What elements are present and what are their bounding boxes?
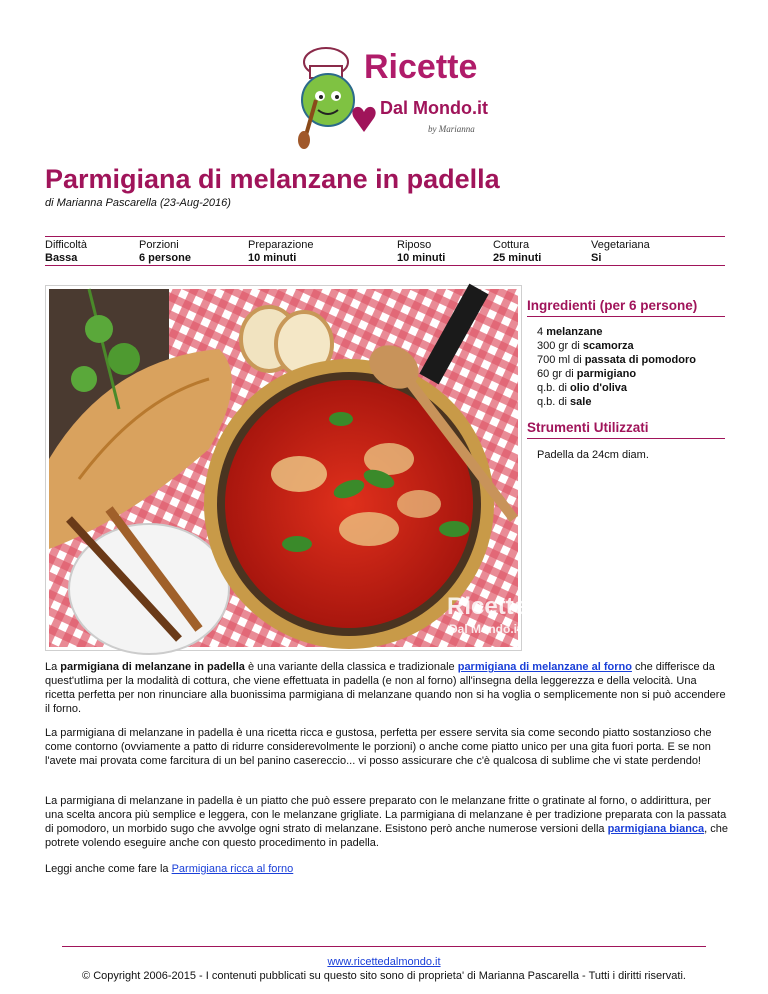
meta-vegetarian: [591, 239, 650, 265]
recipe-photo: [45, 285, 528, 651]
meta-label: Cottura: [493, 239, 530, 251]
intro-paragraph: La parmigiana di melanzane in padella è una variante della classica e tradizionale parmigiana di melanzane al forno che differisce da quest'utlima per la modalità di cottura, che viene effettuata in padella (e non al forno) all'insegna della leggerezza e della velocità. Una ricetta perfetta per non rinunciare alla buonissima parmigiana di melanzane quando non si ha voglia o semplicemente non si può accendere il forno.: [45, 661, 726, 715]
recipe-byline: di Marianna Pascarella (23-Aug-2016): [45, 197, 231, 209]
ingredient-item: 700 ml di passata di pomodoro: [537, 354, 696, 366]
ingredient-item: 4 melanzane: [537, 326, 603, 338]
logo-signature: by Marianna: [428, 124, 475, 134]
site-logo[interactable]: [288, 40, 488, 160]
photo-watermark: Ricette: [447, 593, 528, 620]
link-parmigiana-al-forno[interactable]: parmigiana di melanzane al forno: [457, 661, 632, 673]
meta-difficulty: [45, 239, 87, 265]
description-paragraph: La parmigiana di melanzane in padella è una ricetta ricca e gustosa, perfetta per essere servita sia come secondo piatto sostanzioso che come contorno (ovviamente a patto di ridurre considerevolmente le porzioni) o anche come piatto unico per una gita fuori porta. E se non l'avete mai provata come farcitura di un bel panino casereccio... vi posso assicurare che c'è qualcosa di sublime che vi state perdendo!: [45, 727, 712, 767]
meta-prep-time: [248, 239, 313, 265]
link-parmigiana-ricca[interactable]: Parmigiana ricca al forno: [171, 863, 294, 875]
meta-value: Bassa: [45, 252, 78, 264]
logo-brand-text: Ricette: [364, 48, 478, 86]
meta-label: Porzioni: [139, 239, 179, 251]
tools-section: [527, 420, 725, 461]
meta-value: Si: [591, 252, 602, 264]
ingredient-item: 60 gr di parmigiano: [537, 368, 637, 380]
read-also-paragraph: Leggi anche come fare la Parmigiana ricca al forno: [45, 863, 294, 875]
ingredients-list: [537, 325, 725, 409]
meta-label: Vegetariana: [591, 239, 650, 251]
footer-divider: [62, 946, 706, 947]
ingredient-item: 300 gr di scamorza: [537, 340, 634, 352]
meta-label: Preparazione: [248, 239, 314, 251]
meta-cook-time: [493, 239, 541, 265]
meta-value: 10 minuti: [248, 252, 297, 264]
ingredients-section: [527, 298, 725, 409]
meta-value: 6 persone: [139, 252, 191, 264]
meta-servings: [139, 239, 191, 265]
ingredients-heading: Ingredienti (per 6 persone): [527, 298, 725, 317]
meta-label: Riposo: [397, 239, 432, 251]
meta-label: Difficoltà: [45, 239, 87, 251]
meta-rest-time: [397, 239, 445, 265]
ingredient-item: q.b. di sale: [537, 396, 592, 408]
logo-brand-subtext: Dal Mondo.it: [380, 98, 488, 118]
variants-paragraph: La parmigiana di melanzane in padella è un piatto che può essere preparato con le melanzane fritte o gratinate al forno, o addirittura, per una scelta ancora più semplice e leggera, con le melanzane grigliate. La parmigiana di melanzane è per tradizione preparata con la passata di pomodoro, un morbido sugo che avvolge ogni strato di melanzane. Esistono però anche numerose versioni della parmigiana bianca, che potrete volendo eseguire anche con questo procedimento in padella.: [45, 795, 729, 849]
tools-heading: Strumenti Utilizzati: [527, 420, 725, 439]
recipe-name-emphasis: parmigiana di melanzane in padella: [60, 661, 245, 673]
tool-item: Padella da 24cm diam.: [537, 449, 649, 461]
meta-value: 10 minuti: [397, 252, 446, 264]
link-parmigiana-bianca[interactable]: parmigiana bianca: [607, 823, 705, 835]
footer-copyright: © Copyright 2006-2015 - I contenuti pubblicati su questo sito sono di proprieta' di Marianna Pascarella - Tutti i diritti riservati.: [82, 970, 686, 982]
photo-watermark-sub: Dal Mondo.it: [449, 622, 521, 636]
footer-site: [0, 956, 768, 968]
ingredient-item: q.b. di olio d'oliva: [537, 382, 628, 394]
meta-value: 25 minuti: [493, 252, 542, 264]
recipe-title: Parmigiana di melanzane in padella: [45, 164, 500, 194]
footer-site-link[interactable]: www.ricettedalmondo.it: [327, 956, 441, 968]
recipe-meta-table: [45, 236, 725, 266]
